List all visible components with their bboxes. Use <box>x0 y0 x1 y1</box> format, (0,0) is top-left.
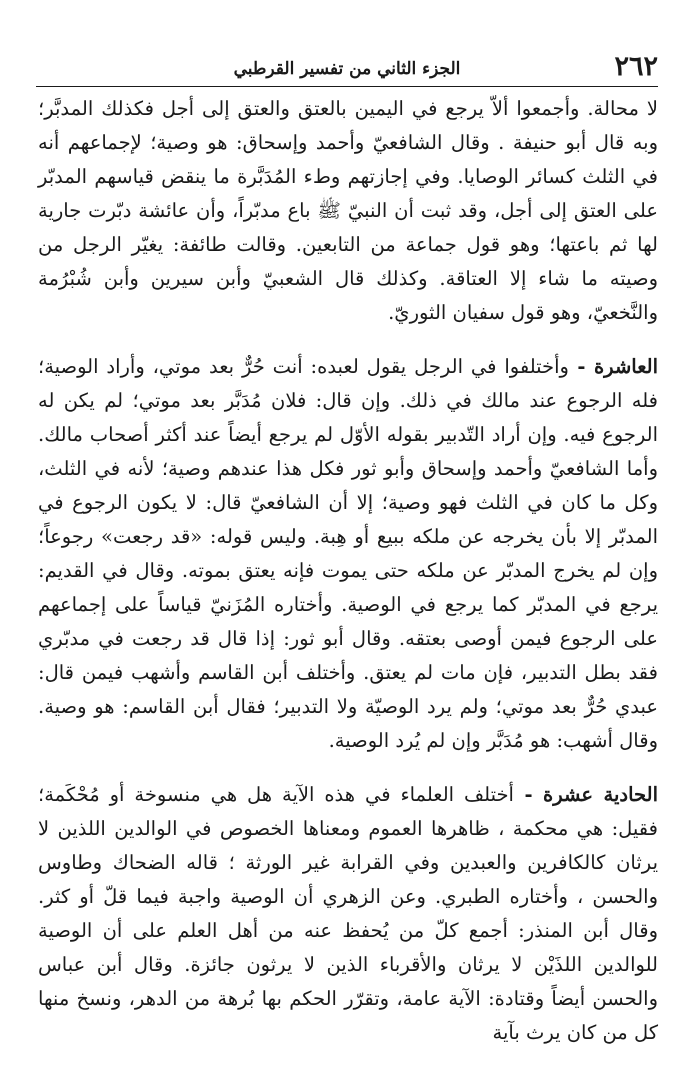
paragraph-issue-ten <box>38 350 658 758</box>
issue-heading: الحادية عشرة - <box>513 783 658 806</box>
paragraph-gap <box>38 758 658 778</box>
page-number: ٢٦٢ <box>614 51 658 82</box>
running-title: الجزء الثاني من تفسير القرطبي <box>233 59 461 79</box>
paragraph-text: أختلف العلماء في هذه الآية هل هي منسوخة أو مُحْكَمة؛ فقيل: هي محكمة ، ظاهرها العموم ومعناها الخصوص في الوالدين اللذين لا يرثان كالكافرين والعبدين وفي القرابة غير الورثة ؛ قاله الضحاك وطاوس والحسن ، وأختاره الطبري. وعن الزهري أن الوصية واجبة فيما قلّ أو كثر. وقال أبن المنذر: أجمع كلّ من يُحفظ عنه من أهل العلم على أن الوصية للوالدين اللذَيْن لا يرثان والأقرباء الذين لا يرثون جائزة. وقال أبن عباس والحسن أيضاً وقتادة: الآية عامة، وتقرّر الحكم بها بُرهة من الدهر، ونسخ منها كل من كان يرث بآية <box>38 783 658 1044</box>
paragraph-text: لا محالة. وأجمعوا ألاّ يرجع في اليمين بالعتق والعتق إلى أجل فكذلك المدبَّر؛ وبه قال أبو حنيفة . وقال الشافعيّ وأحمد وإسحاق: هو وصية؛ لإجماعهم أنه في الثلث كسائر الوصايا. وفي إجازتهم وطء المُدَبَّرة ما ينقض قياسهم المدبّر على العتق إلى أجل، وقد ثبت أن النبيّ ﷺ باع مدبّراً، وأن عائشة دبّرت جارية لها ثم باعتها؛ وهو قول جماعة من التابعين. وقالت طائفة: يغيّر الرجل من وصيته ما شاء إلا العتاقة. وكذلك قال الشعبيّ وأبن سيرين وأبن شُبْرُمة والنَّخعيّ، وهو قول سفيان الثوريّ. <box>38 97 658 324</box>
paragraph-text: وأختلفوا في الرجل يقول لعبده: أنت حُرٌّ بعد موتي، وأراد الوصية؛ فله الرجوع عند مالك في ذلك. وإن قال: فلان مُدَبَّر بعد موتي؛ لم يكن له الرجوع فيه. وإن أراد التّدبير بقوله الأوّل لم يرجع أيضاً عند أكثر أصحاب مالك. وأما الشافعيّ وأحمد وإسحاق وأبو ثور فكل هذا عندهم وصية؛ لأنه في الثلث، وكل ما كان في الثلث فهو وصية؛ إلا أن الشافعيّ قال: لا يكون الرجوع في المدبّر إلا بأن يخرجه عن ملكه ببيع أو هِبة. وليس قوله: «قد رجعت» رجوعاً؛ وإن لم يخرج المدبّر عن ملكه حتى يموت فإنه يعتق بموته. وقال في القديم: يرجع في المدبّر كما يرجع في الوصية. وأختاره المُزَنيّ قياساً على إجماعهم على الرجوع فيمن أوصى بعتقه. وقال أبو ثور: إذا قال قد رجعت في مدبّري فقد بطل التدبير، فإن مات لم يعتق. وأختلف أبن القاسم وأشهب فيمن قال: عبدي حُرٌّ بعد موتي؛ ولم يرد الوصيّة ولا التدبير؛ فقال أبن القاسم: هو وصية. وقال أشهب: هو مُدَبَّر وإن لم يُرد الوصية. <box>38 355 658 752</box>
page-header <box>36 52 658 87</box>
body-text <box>38 92 658 1050</box>
paragraph-issue-eleven <box>38 778 658 1050</box>
issue-heading: العاشرة - <box>568 355 658 378</box>
paragraph-gap <box>38 330 658 350</box>
paragraph-continuation <box>38 92 658 330</box>
